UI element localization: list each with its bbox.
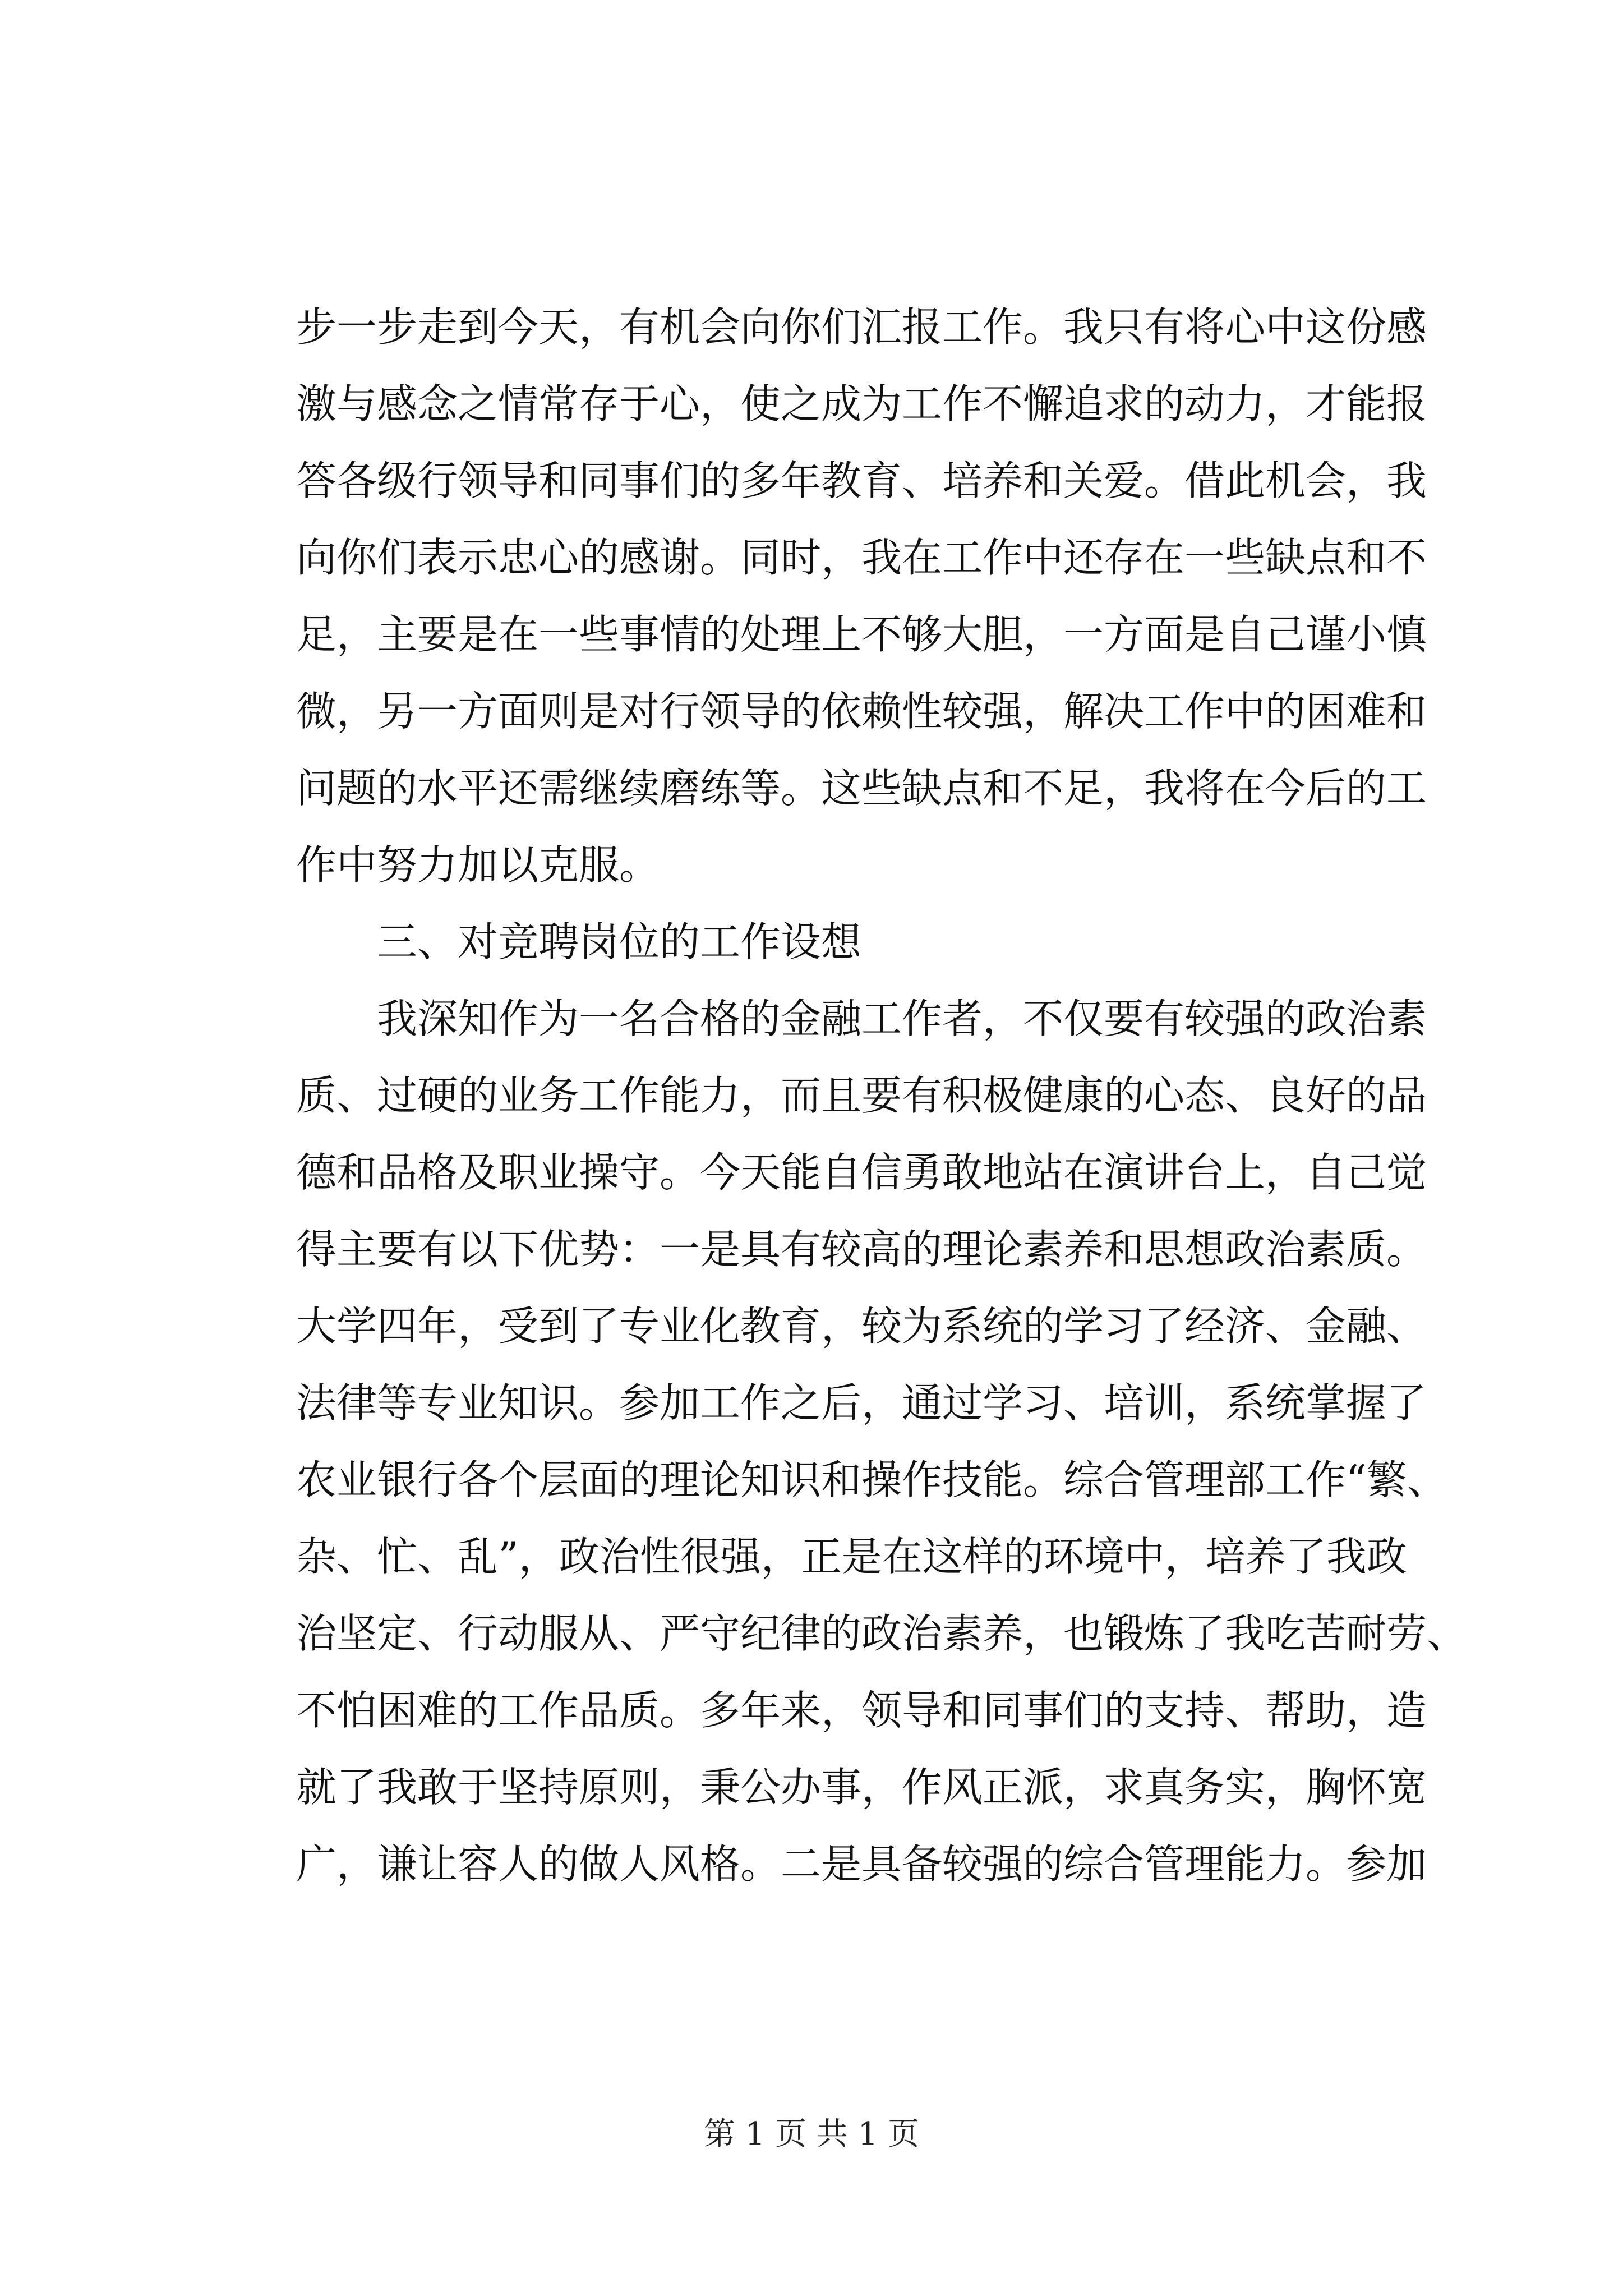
paragraph-line: 质、过硬的业务工作能力，而且要有积极健康的心态、良好的品 bbox=[296, 1072, 1427, 1119]
paragraph-line: 就了我敢于坚持原则，秉公办事，作风正派，求真务实，胸怀宽 bbox=[296, 1764, 1427, 1811]
paragraph-line: 治坚定、行动服从、严守纪律的政治素养，也锻炼了我吃苦耐劳、 bbox=[296, 1610, 1468, 1657]
paragraph-line: 农业银行各个层面的理论知识和操作技能。综合管理部工作“繁、 bbox=[296, 1456, 1447, 1503]
paragraph-line: 得主要有以下优势：一是具有较高的理论素养和思想政治素质。 bbox=[296, 1226, 1427, 1273]
paragraph-line: 步一步走到今天，有机会向你们汇报工作。我只有将心中这份感 bbox=[296, 303, 1427, 351]
paragraph-line: 问题的水平还需继续磨练等。这些缺点和不足，我将在今后的工 bbox=[296, 765, 1427, 812]
paragraph-line: 答各级行领导和同事们的多年教育、培养和关爱。借此机会，我 bbox=[296, 457, 1427, 504]
paragraph-line: 激与感念之情常存于心，使之成为工作不懈追求的动力，才能报 bbox=[296, 380, 1427, 427]
paragraph-line: 法律等专业知识。参加工作之后，通过学习、培训，系统掌握了 bbox=[296, 1379, 1427, 1427]
document-body bbox=[296, 289, 1468, 1903]
paragraph-line: 微，另一方面则是对行领导的依赖性较强，解决工作中的困难和 bbox=[296, 688, 1427, 735]
paragraph-line: 广，谦让容人的做人风格。二是具备较强的综合管理能力。参加 bbox=[296, 1841, 1427, 1888]
paragraph-line: 我深知作为一名合格的金融工作者，不仅要有较强的政治素 bbox=[377, 995, 1427, 1042]
paragraph-line: 足，主要是在一些事情的处理上不够大胆，一方面是自己谨小慎 bbox=[296, 611, 1427, 658]
paragraph-line: 杂、忙、乱”，政治性很强，正是在这样的环境中，培养了我政 bbox=[296, 1533, 1407, 1580]
paragraph-line: 德和品格及职业操守。今天能自信勇敢地站在演讲台上，自己觉 bbox=[296, 1149, 1427, 1196]
paragraph-line: 向你们表示忠心的感谢。同时，我在工作中还存在一些缺点和不 bbox=[296, 534, 1427, 581]
section-heading: 三、对竞聘岗位的工作设想 bbox=[377, 918, 862, 965]
paragraph-line: 大学四年，受到了专业化教育，较为系统的学习了经济、金融、 bbox=[296, 1303, 1427, 1350]
paragraph-line: 不怕困难的工作品质。多年来，领导和同事们的支持、帮助，造 bbox=[296, 1687, 1427, 1734]
paragraph-line: 作中努力加以克服。 bbox=[296, 841, 660, 889]
page-footer bbox=[0, 2115, 1623, 2154]
page-number: 第 1 页 共 1 页 bbox=[703, 2116, 920, 2152]
